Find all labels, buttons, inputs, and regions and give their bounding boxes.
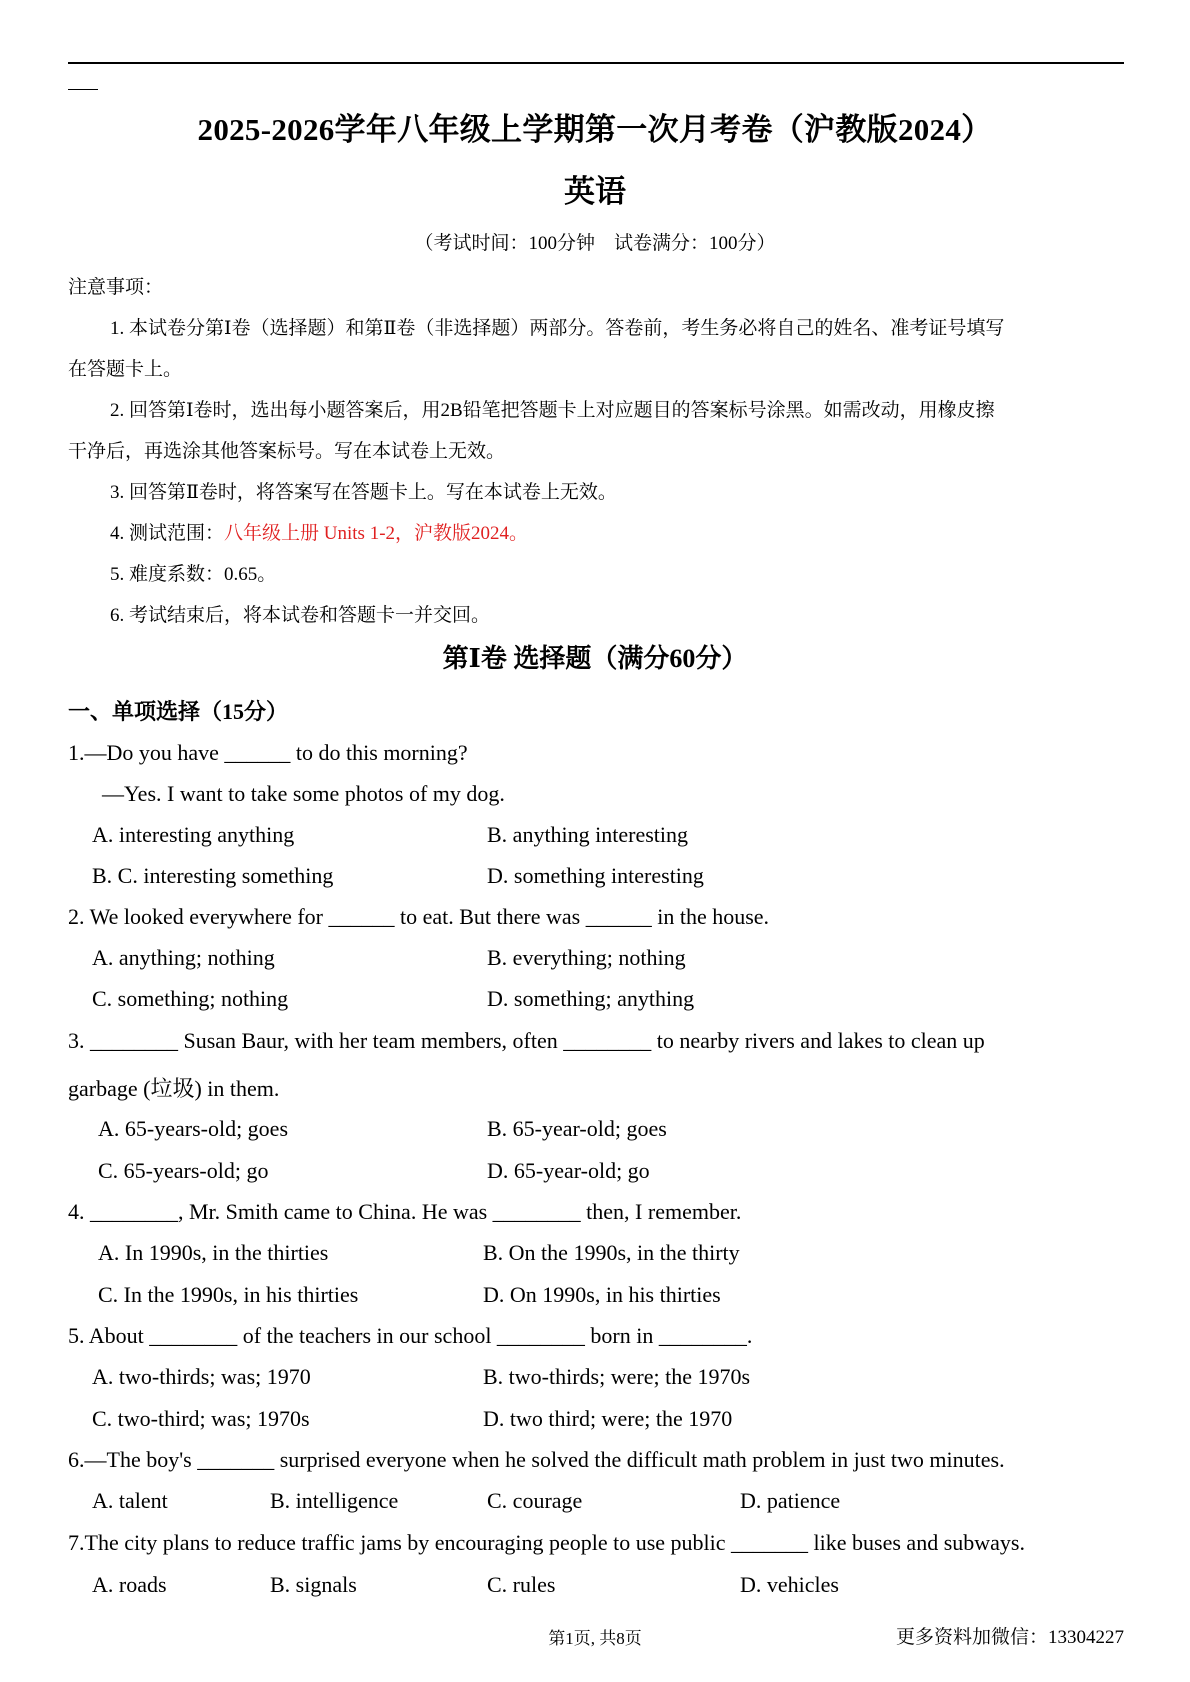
q5-option-a: A. two-thirds; was; 1970	[92, 1364, 311, 1389]
q3-option-a: A. 65-years-old; goes	[98, 1116, 289, 1141]
q1-dialogue: —Yes. I want to take some photos of my dog.	[102, 781, 505, 806]
q6-option-c: C. courage	[487, 1488, 583, 1513]
q2-option-a: A. anything; nothing	[92, 945, 275, 970]
q3-stem: 3. ________ Susan Baur, with her team members, often ________ to nearby rivers and lakes to clean up	[68, 1028, 985, 1053]
q5-stem: 5. About ________ of the teachers in our school ________ born in ________.	[68, 1323, 753, 1348]
note-3: 3. 回答第Ⅱ卷时，将答案写在答题卡上。写在本试卷上无效。	[110, 482, 617, 503]
q1-option-a: A. interesting anything	[92, 822, 295, 847]
subject-title: 英语	[564, 174, 626, 209]
q1-option-d: D. something interesting	[487, 863, 704, 888]
q4-option-d: D. On 1990s, in his thirties	[483, 1282, 721, 1307]
q2-option-c: C. something; nothing	[92, 986, 289, 1011]
q2-option-d: D. something; anything	[487, 986, 695, 1011]
q5-option-c: C. two-third; was; 1970s	[92, 1406, 310, 1431]
note-1-line-2: 在答题卡上。	[68, 359, 183, 380]
q7-option-a: A. roads	[92, 1572, 167, 1597]
exam-info: （考试时间：100分钟 试卷满分：100分）	[414, 233, 776, 254]
q1-option-c: B. C. interesting something	[92, 863, 334, 888]
note-4-label: 4. 测试范围：	[110, 523, 225, 544]
header-stub-rule	[68, 89, 98, 90]
wechat-contact: 更多资料加微信：13304227	[895, 1627, 1124, 1648]
q6-option-d: D. patience	[740, 1488, 841, 1513]
note-1-line-1: 1. 本试卷分第Ⅰ卷（选择题）和第Ⅱ卷（非选择题）两部分。答卷前，考生务必将自己的姓名、准考证号填写	[110, 318, 1005, 339]
notes-heading: 注意事项：	[68, 277, 164, 298]
q3-option-c: C. 65-years-old; go	[98, 1158, 269, 1183]
note-6: 6. 考试结束后，将本试卷和答题卡一并交回。	[110, 605, 491, 626]
header-rule	[68, 62, 1124, 64]
q6-option-b: B. intelligence	[270, 1488, 399, 1513]
exam-title: 2025-2026学年八年级上学期第一次月考卷（沪教版2024）	[197, 112, 993, 147]
page-number: 第1页, 共8页	[548, 1629, 642, 1648]
q4-option-c: C. In the 1990s, in his thirties	[98, 1282, 359, 1307]
q2-stem: 2. We looked everywhere for ______ to eat. But there was ______ in the house.	[68, 904, 770, 929]
q1-option-b: B. anything interesting	[487, 822, 689, 847]
q2-option-b: B. everything; nothing	[487, 945, 686, 970]
q4-option-b: B. On the 1990s, in the thirty	[483, 1240, 740, 1265]
q5-option-d: D. two third; were; the 1970	[483, 1406, 733, 1431]
note-5: 5. 难度系数：0.65。	[110, 564, 277, 585]
q3-option-d: D. 65-year-old; go	[487, 1158, 650, 1183]
q7-stem: 7.The city plans to reduce traffic jams by encouraging people to use public _______ like buses and subways.	[68, 1530, 1025, 1555]
q6-stem: 6.—The boy's _______ surprised everyone when he solved the difficult math problem in just two minutes.	[68, 1447, 1005, 1472]
note-2-line-2: 干净后，再选涂其他答案标号。写在本试卷上无效。	[68, 441, 506, 462]
note-4-scope: 八年级上册 Units 1-2，沪教版2024。	[224, 523, 529, 544]
note-2-line-1: 2. 回答第Ⅰ卷时，选出每小题答案后，用2B铅笔把答题卡上对应题目的答案标号涂黑。如需改动，用橡皮擦	[110, 400, 995, 421]
q5-option-b: B. two-thirds; were; the 1970s	[483, 1364, 751, 1389]
q6-option-a: A. talent	[92, 1488, 168, 1513]
q4-option-a: A. In 1990s, in the thirties	[98, 1240, 329, 1265]
q7-option-b: B. signals	[270, 1572, 357, 1597]
q1-stem: 1.—Do you have ______ to do this morning?	[68, 740, 468, 765]
q7-option-c: C. rules	[487, 1572, 556, 1597]
note-4	[110, 518, 528, 545]
q3-option-b: B. 65-year-old; goes	[487, 1116, 667, 1141]
q7-option-d: D. vehicles	[740, 1572, 839, 1597]
q4-stem: 4. ________, Mr. Smith came to China. He was ________ then, I remember.	[68, 1199, 742, 1224]
part-title: 一、单项选择（15分）	[68, 699, 289, 724]
section-title: 第Ⅰ卷 选择题（满分60分）	[442, 644, 748, 673]
q3-stem-cont: garbage (垃圾) in them.	[68, 1076, 280, 1101]
